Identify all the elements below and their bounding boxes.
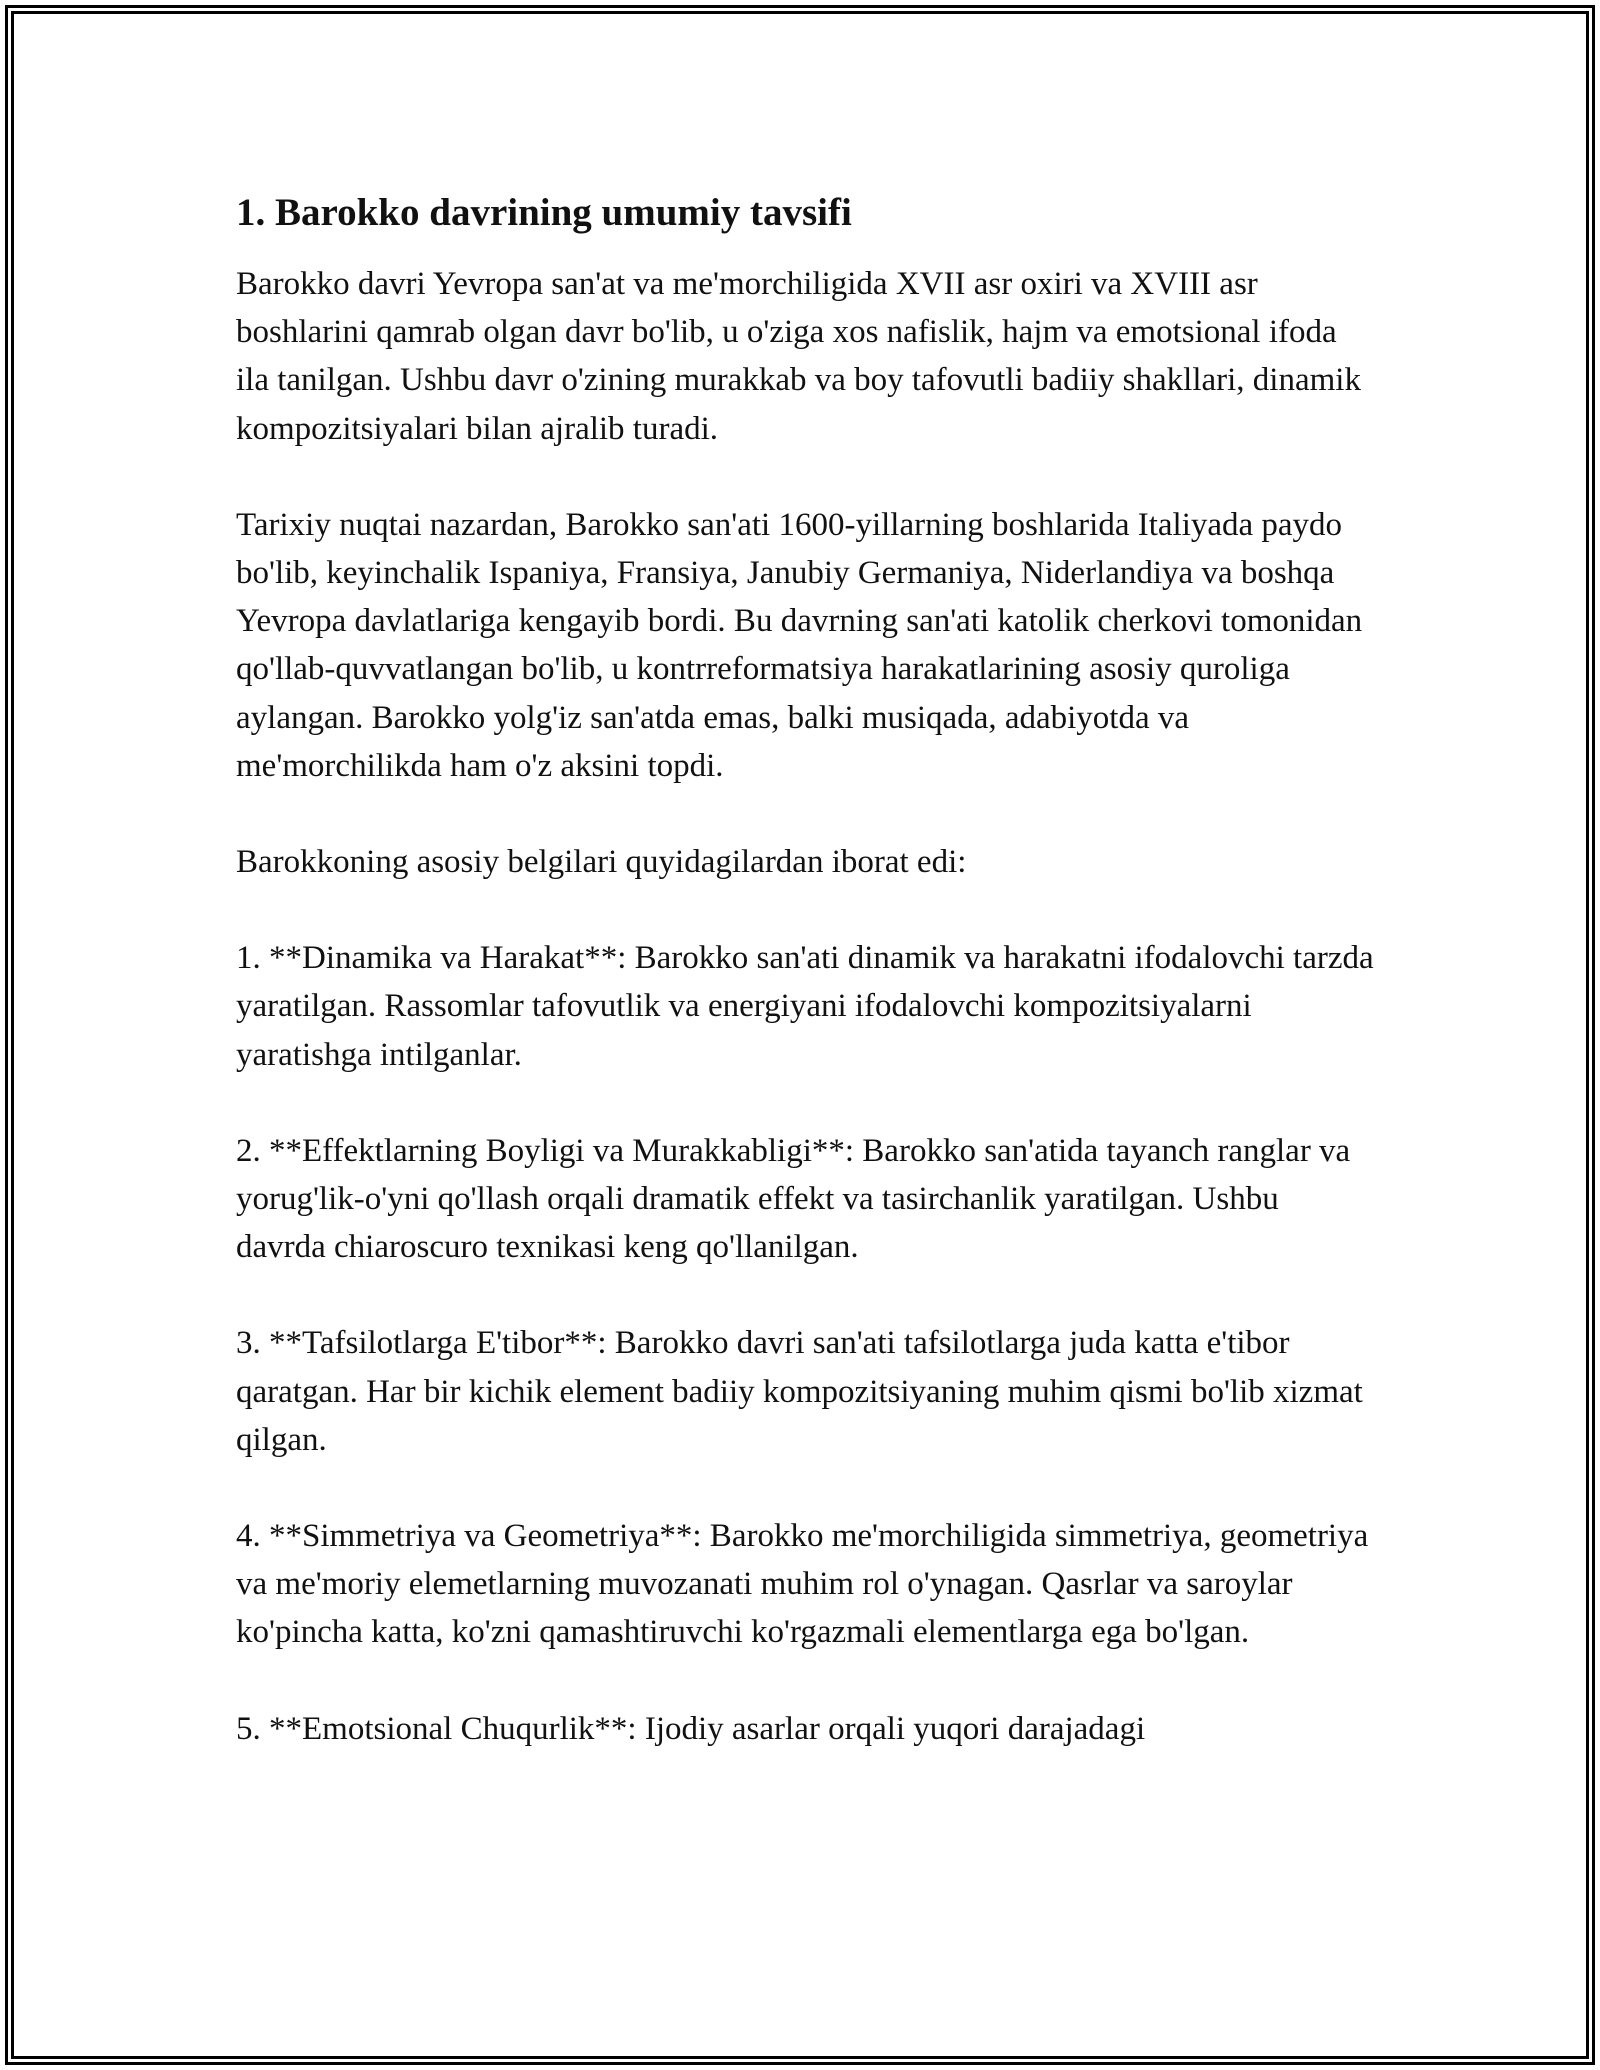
list-item-dynamics: 1. **Dinamika va Harakat**: Barokko san'ati dinamik va harakatni ifodalovchi tarzda yaratilgan. Rassomlar tafovutlik va energiyani ifodalovchi kompozitsiyalarni yaratishga intilganlar. (236, 940, 1374, 1073)
list-item-emotion: 5. **Emotsional Chuqurlik**: Ijodiy asarlar orqali yuqori darajadagi (236, 1710, 1146, 1747)
list-item-symmetry: 4. **Simmetriya va Geometriya**: Barokko me'morchiligida simmetriya, geometriya va me'moriy elemetlarning muvozanati muhim rol o'ynagan. Qasrlar va saroylar ko'pincha katta, ko'zni qamashtiruvchi ko'rgazmali elementlarga ega bo'lgan. (236, 1518, 1369, 1651)
list-item-details: 3. **Tafsilotlarga E'tibor**: Barokko davri san'ati tafsilotlarga juda katta e'tibor qaratgan. Har bir kichik element badiiy kompozitsiyaning muhim qismi bo'lib xizmat qilgan. (236, 1325, 1363, 1458)
list-item-effects: 2. **Effektlarning Boyligi va Murakkabligi**: Barokko san'atida tayanch ranglar va yorug'lik-o'yni qo'llash orqali dramatik effekt va tasirchanlik yaratilgan. Ushbu davrda chiaroscuro texnikasi keng qo'llanilgan. (236, 1132, 1351, 1266)
paragraph-history: Tarixiy nuqtai nazardan, Barokko san'ati 1600-yillarning boshlarida Italiyada paydo bo'lib, keyinchalik Ispaniya, Fransiya, Janubiy Germaniya, Niderlandiya va boshqa Yevropa davlatlariga kengayib bordi. Bu davrning san'ati katolik cherkovi tomonidan qo'llab-quvvatlangan bo'lib, u kontrreformatsiya harakatlarining asosiy quroliga aylangan. Barokko yolg'iz san'atda emas, balki musiqada, adabiyotda va me'morchilikda ham o'z aksini topdi. (236, 506, 1363, 784)
paragraph-intro: Barokko davri Yevropa san'at va me'morchiligida XVII asr oxiri va XVIII asr boshlarini qamrab olgan davr bo'lib, u o'ziga xos nafislik, hajm va emotsional ifoda ila tanilgan. Ushbu davr o'zining murakkab va boy tafovutli badiiy shakllari, dinamik kompozitsiyalari bilan ajralib turadi. (236, 266, 1361, 447)
document-body (236, 186, 1376, 1753)
paragraph-features-lead: Barokkoning asosiy belgilari quyidagilardan iborat edi: (236, 844, 967, 881)
section-heading: 1. Barokko davrining umumiy tavsifi (236, 191, 852, 234)
